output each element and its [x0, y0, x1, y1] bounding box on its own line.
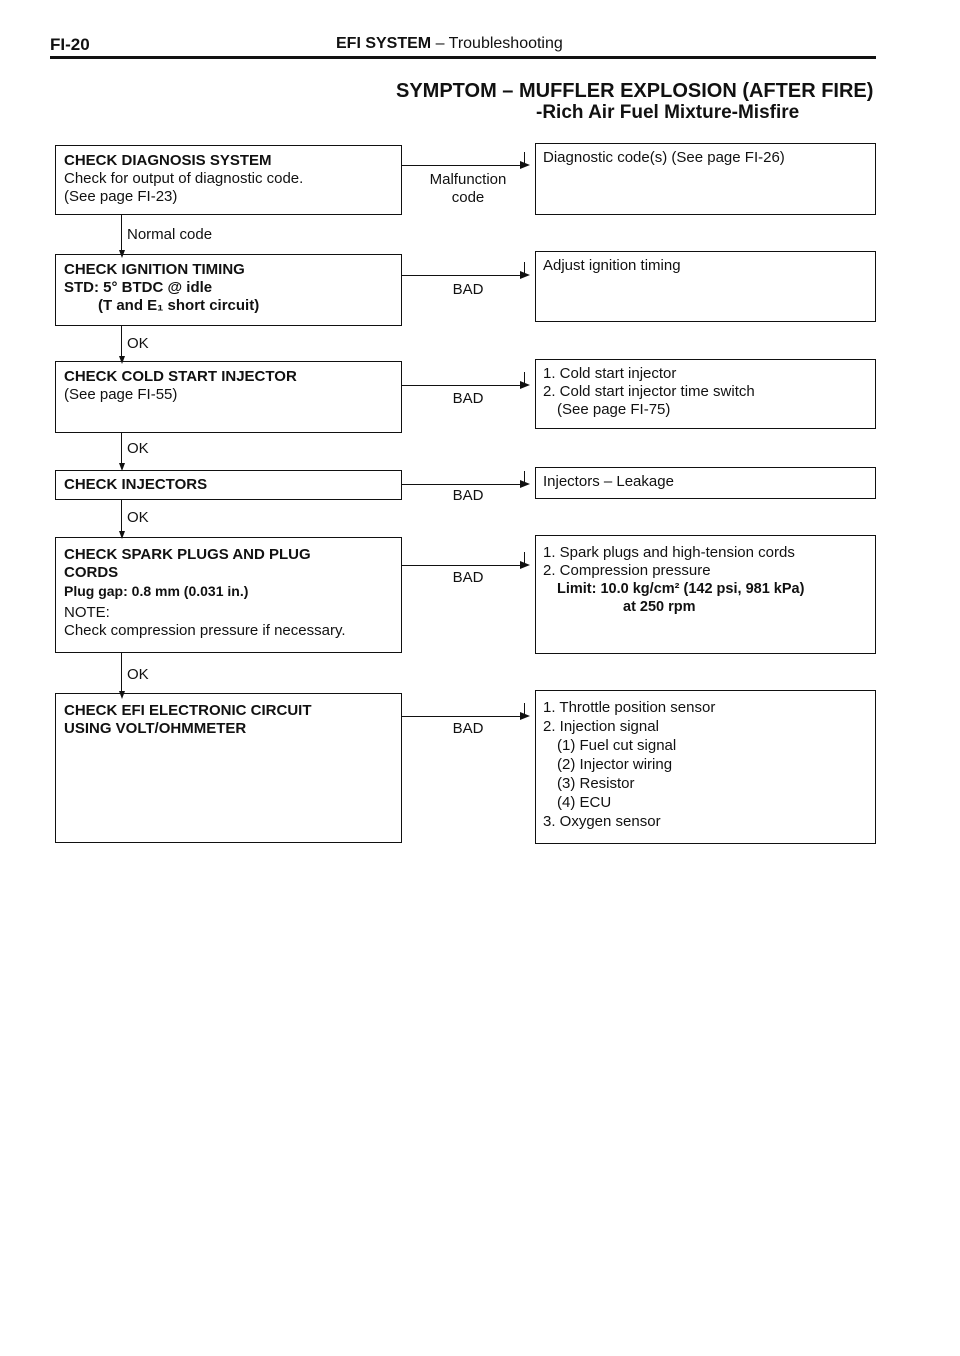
result-line: 1. Cold start injector — [543, 365, 677, 382]
arrow-right-icon — [520, 480, 530, 488]
step-title: CORDS — [64, 564, 119, 581]
result-line: (2) Injector wiring — [557, 756, 673, 773]
flow-line — [121, 433, 122, 467]
step-title: CHECK EFI ELECTRONIC CIRCUIT — [64, 702, 312, 719]
result-line: 3. Oxygen sensor — [543, 813, 661, 830]
flow-label-ok: OK — [127, 666, 149, 683]
result-cold-start — [535, 359, 876, 429]
connector-tick — [524, 471, 525, 485]
branch-label-bad: BAD — [452, 281, 484, 298]
result-line: 2. Cold start injector time switch — [543, 383, 755, 400]
step-title: CHECK IGNITION TIMING — [64, 261, 245, 278]
connector-tick — [524, 152, 525, 166]
flow-label-ok: OK — [127, 440, 149, 457]
branch-label-line: code — [451, 189, 485, 206]
branch-label-bad: BAD — [452, 390, 484, 407]
arrow-right-icon — [520, 161, 530, 169]
connector-tick — [524, 262, 525, 276]
flow-label-normal-code: Normal code — [127, 226, 213, 243]
result-line: Adjust ignition timing — [543, 257, 681, 274]
step-title: USING VOLT/OHMMETER — [64, 720, 247, 737]
branch-label-malfunction — [412, 171, 524, 207]
result-line: 1. Throttle position sensor — [543, 699, 716, 716]
flow-line — [121, 500, 122, 535]
step-line: Plug gap: 0.8 mm (0.031 in.) — [64, 583, 249, 599]
flow-line — [121, 653, 122, 695]
step-line: STD: 5° BTDC @ idle — [64, 279, 213, 296]
result-line: Injectors – Leakage — [543, 473, 674, 490]
result-line: Diagnostic code(s) (See page FI-26) — [543, 149, 785, 166]
symptom-title: SYMPTOM – MUFFLER EXPLOSION (AFTER FIRE) — [396, 80, 874, 102]
step-title: CHECK SPARK PLUGS AND PLUG — [64, 546, 311, 563]
step-check-ignition-timing — [55, 254, 402, 326]
step-line: (T and E₁ short circuit) — [98, 297, 260, 314]
connector-tick — [524, 372, 525, 386]
step-check-spark-plugs — [55, 537, 402, 653]
result-line: at 250 rpm — [623, 599, 696, 615]
arrow-right-icon — [520, 712, 530, 720]
step-line: Check for output of diagnostic code. — [64, 170, 304, 187]
section-title — [336, 35, 563, 53]
connector-line — [402, 484, 522, 485]
result-efi-circuit — [535, 690, 876, 844]
result-line: 1. Spark plugs and high-tension cords — [543, 544, 795, 561]
result-spark-plugs — [535, 535, 876, 654]
step-line: NOTE: — [64, 604, 110, 621]
result-line: 2. Injection signal — [543, 718, 659, 735]
step-check-diagnosis — [55, 145, 402, 215]
branch-label-bad: BAD — [452, 487, 484, 504]
result-line: 2. Compression pressure — [543, 562, 711, 579]
arrow-right-icon — [520, 271, 530, 279]
subsection-name: – Troubleshooting — [435, 35, 563, 52]
step-line: (See page FI-23) — [64, 188, 178, 205]
result-injectors-leakage — [535, 467, 876, 499]
page-number: FI-20 — [50, 35, 90, 54]
branch-label-bad: BAD — [452, 569, 484, 586]
result-line: (See page FI-75) — [557, 401, 671, 418]
connector-line — [402, 716, 522, 717]
branch-label-line: Malfunction — [429, 171, 507, 188]
connector-line — [402, 275, 522, 276]
connector-line — [402, 385, 522, 386]
result-line: Limit: 10.0 kg/cm² (142 psi, 981 kPa) — [557, 581, 805, 597]
arrow-right-icon — [520, 381, 530, 389]
flow-label-ok: OK — [127, 335, 149, 352]
symptom-subtitle: -Rich Air Fuel Mixture-Misfire — [536, 102, 800, 123]
step-line: Check compression pressure if necessary. — [64, 622, 346, 639]
branch-label-bad: BAD — [452, 720, 484, 737]
step-title: CHECK DIAGNOSIS SYSTEM — [64, 152, 272, 169]
result-line: (3) Resistor — [557, 775, 635, 792]
result-line: (4) ECU — [557, 794, 612, 811]
section-name: EFI SYSTEM — [336, 35, 432, 52]
step-check-injectors — [55, 470, 402, 500]
step-title: CHECK INJECTORS — [64, 476, 208, 493]
step-line: (See page FI-55) — [64, 386, 178, 403]
result-diagnostic-code — [535, 143, 876, 215]
connector-tick — [524, 552, 525, 566]
result-adjust-timing — [535, 251, 876, 322]
flow-line — [121, 215, 122, 253]
connector-line — [402, 565, 522, 566]
flow-label-ok: OK — [127, 509, 149, 526]
arrow-right-icon — [520, 561, 530, 569]
result-line: (1) Fuel cut signal — [557, 737, 677, 754]
step-check-efi-circuit — [55, 693, 402, 843]
step-title: CHECK COLD START INJECTOR — [64, 368, 297, 385]
connector-tick — [524, 703, 525, 717]
connector-line — [402, 165, 522, 166]
step-check-cold-start-injector — [55, 361, 402, 433]
flow-line — [121, 326, 122, 360]
header-rule — [50, 56, 876, 59]
